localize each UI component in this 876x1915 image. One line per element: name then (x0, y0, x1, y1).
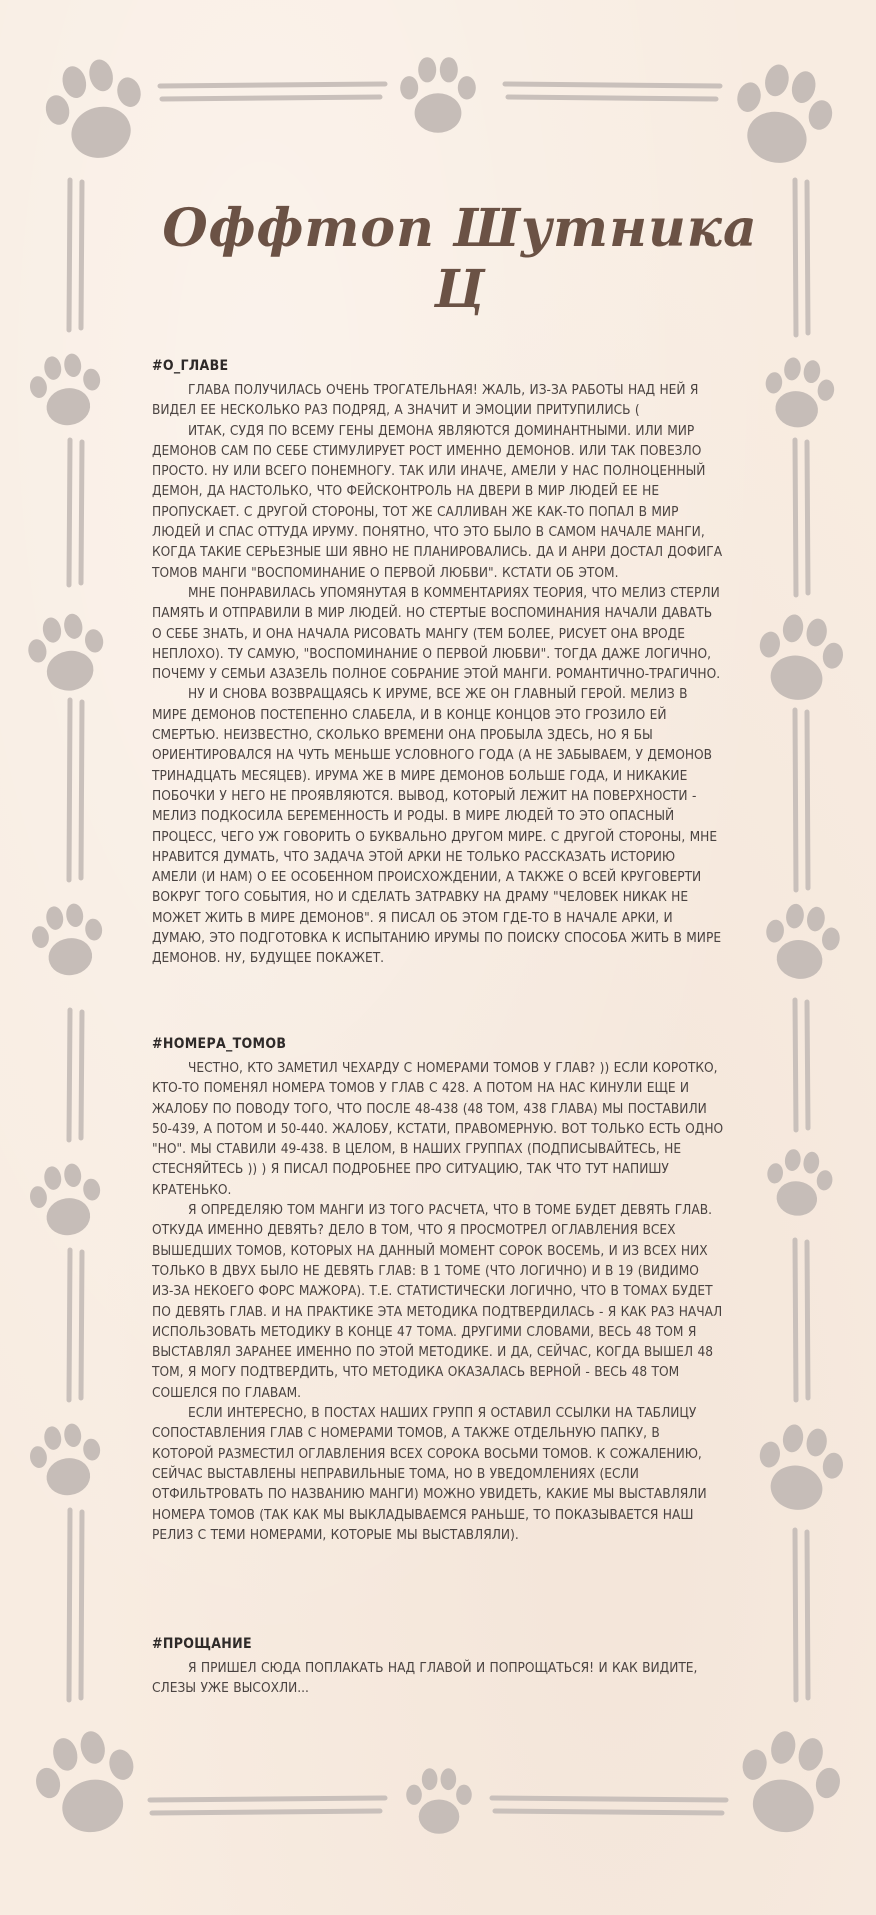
border-line (69, 440, 70, 585)
paw-print-icon (15, 601, 119, 705)
border-line (150, 1798, 385, 1800)
border-line (795, 710, 796, 890)
border-line (807, 712, 808, 888)
paragraph: Я ПРИШЕЛ СЮДА ПОПЛАКАТЬ НАД ГЛАВОЙ И ПОПРОЩАТЬСЯ! И КАК ВИДИТЕ, СЛЕЗЫ УЖЕ ВЫСОХЛИ... (152, 1660, 698, 1697)
border-line (69, 180, 70, 330)
paw-print-icon (742, 1410, 858, 1526)
paw-print-icon (400, 1762, 478, 1840)
border-line (152, 1811, 380, 1813)
section-farewell (152, 1636, 724, 1699)
paragraph: МНЕ ПОНРАВИЛАСЬ УПОМЯНУТАЯ В КОММЕНТАРИЯХ ТЕОРИЯ, ЧТО МЕЛИЗ СТЕРЛИ ПАМЯТЬ И ОТПРАВИЛИ В МИР ЛЮДЕЙ. НО СТЕРТЫЕ ВОСПОМИНАНИЯ НАЧАЛИ ДАВАТЬ О СЕБЕ ЗНАТЬ, И ОНА НАЧАЛА РИСОВАТЬ МАНГУ (ТЕМ БОЛЕЕ, РИСУЕТ ОНА ВРОДЕ НЕПЛОХО). ТУ САМУЮ, "ВОСПОМИНАНИЕ О ПЕРВОЙ ЛЮБВИ". ТОГДА ДАЖЕ ЛОГИЧНО, ПОЧЕМУ У СЕМЬИ АЗАЗЕЛЬ ПОЛНОЕ СОБРАНИЕ ЭТОЙ МАНГИ. РОМАНТИЧНО-ТРАГИЧНО. (152, 584, 721, 683)
paw-print-icon (742, 600, 858, 716)
border-line (162, 97, 380, 99)
paw-print-icon (19, 1153, 114, 1248)
border-line (492, 1798, 726, 1800)
paw-print-icon (752, 892, 851, 991)
border-line (69, 1510, 70, 1700)
paragraph: ЕСЛИ ИНТЕРЕСНО, В ПОСТАХ НАШИХ ГРУПП Я ОСТАВИЛ ССЫЛКИ НА ТАБЛИЦУ СОПОСТАВЛЕНИЯ ГЛАВ С НОМЕРАМИ ТОМОВ, А ТАКЖЕ ОТДЕЛЬНУЮ ПАПКУ, В КОТОРОЙ РАЗМЕСТИЛ ОГЛАВЛЕНИЯ ВСЕХ СОРОКА ВОСЬМИ ТОМОВ. К СОЖАЛЕНИЮ, СЕЙЧАС ВЫСТАВЛЕНЫ НЕПРАВИЛЬНЫЕ ТОМА, НО В УВЕДОМЛЕНИЯХ (ЕСЛИ ОТФИЛЬТРОВАТЬ ПО НАЗВАНИЮ МАНГИ) МОЖНО УВИДЕТЬ, КАКИЕ МЫ ВЫСТАВЛЯЛИ НОМЕРА ТОМОВ (ТАК КАК МЫ ВЫКЛАДЫВАЕМСЯ РАНЬШЕ, ТО ПОКАЗЫВАЕТСЯ НАШ РЕЛИЗ С ТЕМИ НОМЕРАМИ, КОТОРЫЕ МЫ ВЫСТАВЛЯЛИ). (152, 1405, 707, 1543)
paw-print-icon (21, 893, 116, 988)
section-volume-numbers (152, 1036, 724, 1545)
border-line (508, 97, 716, 99)
border-line (81, 1512, 82, 1698)
paragraph: ЧЕСТНО, КТО ЗАМЕТИЛ ЧЕХАРДУ С НОМЕРАМИ ТОМОВ У ГЛАВ? )) ЕСЛИ КОРОТКО, КТО-ТО ПОМЕНЯЛ НОМЕРА ТОМОВ У ГЛАВ С 428. А ПОТОМ НА НАС КИНУЛИ ЕЩЕ И ЖАЛОБУ ПО ПОВОДУ ТОГО, ЧТО ПОСЛЕ 48-438 (48 ТОМ, 438 ГЛАВА) МЫ ПОСТАВИЛИ 50-439, А ПОТОМ И 50-440. ЖАЛОБУ, КСТАТИ, ПРАВОМЕРНУЮ. ВОТ ТОЛЬКО ЕСТЬ ОДНО "НО". МЫ СТАВИЛИ 49-438. В ЦЕЛОМ, В НАШИХ ГРУППАХ (ПОДПИСЫВАЙТЕСЬ, НЕ СТЕСНЯЙТЕСЬ )) ) Я ПИСАЛ ПОДРОБНЕЕ ПРО СИТУАЦИЮ, ТАК ЧТО ТУТ НАПИШУ КРАТЕНЬКО. (152, 1060, 724, 1198)
page-title: Оффтоп Шутника Ц (162, 198, 758, 320)
paw-print-icon (753, 347, 846, 440)
paragraph: Я ОПРЕДЕЛЯЮ ТОМ МАНГИ ИЗ ТОГО РАСЧЕТА, ЧТО В ТОМЕ БУДЕТ ДЕВЯТЬ ГЛАВ. ОТКУДА ИМЕННО ДЕВЯТЬ? ДЕЛО В ТОМ, ЧТО Я ПРОСМОТРЕЛ ОГЛАВЛЕНИЯ ВСЕХ ВЫШЕДШИХ ТОМОВ, КОТОРЫХ НА ДАННЫЙ МОМЕНТ СОРОК ВОСЕМЬ, И ИЗ ВСЕХ НИХ ТОЛЬКО В ДВУХ БЫЛО НЕ ДЕВЯТЬ ГЛАВ: В 1 ТОМЕ (ЧТО ЛОГИЧНО) И В 19 (ВИДИМО ИЗ-ЗА НЕКОЕГО ФОРС МАЖОРА). Т.Е. СТАТИСТИЧЕСКИ ЛОГИЧНО, ЧТО В ТОМАХ БУДЕТ ПО ДЕВЯТЬ ГЛАВ. И НА ПРАКТИКЕ ЭТА МЕТОДИКА ПОДТВЕРДИЛАСЬ - Я КАК РАЗ НАЧАЛ ИСПОЛЬЗОВАТЬ МЕТОДИКУ В КОНЦЕ 47 ТОМА. ДРУГИМИ СЛОВАМИ, ВЕСЬ 48 ТОМ Я ВЫСТАВЛЯЛ ЗАРАНЕЕ ИМЕННО ПО ЭТОЙ МЕТОДИКЕ. И ДА, СЕЙЧАС, КОГДА ВЫШЕЛ 48 ТОМ, Я МОГУ ПОДТВЕРДИТЬ, ЧТО МЕТОДИКА ОКАЗАЛАСЬ ВЕРНОЙ - ВЕСЬ 48 ТОМ СОШЕЛСЯ ПО ГЛАВАМ. (152, 1202, 723, 1401)
border-line (807, 442, 808, 593)
border-line (81, 442, 82, 583)
paw-print-icon (19, 343, 114, 438)
border-line (495, 1811, 722, 1813)
border-line (81, 182, 82, 328)
paragraph: ИТАК, СУДЯ ПО ВСЕМУ ГЕНЫ ДЕМОНА ЯВЛЯЮТСЯ ДОМИНАНТНЫМИ. ИЛИ МИР ДЕМОНОВ САМ ПО СЕБЕ СТИМУЛИРУЕТ РОСТ ИМЕННО ДЕМОНОВ. ИЛИ ТАК ПОВЕЗЛО ПРОСТО. НУ ИЛИ ВСЕГО ПОНЕМНОГУ. ТАК ИЛИ ИНАЧЕ, АМЕЛИ У НАС ПОЛНОЦЕННЫЙ ДЕМОН, ДА НАСТОЛЬКО, ЧТО ФЕЙСКОНТРОЛЬ НА ДВЕРИ В МИР ЛЮДЕЙ ЕЕ НЕ ПРОПУСКАЕТ. С ДРУГОЙ СТОРОНЫ, ТОТ ЖЕ САЛЛИВАН ЖЕ КАК-ТО ПОПАЛ В МИР ЛЮДЕЙ И СПАС ОТТУДА ИРУМУ. ПОНЯТНО, ЧТО ЭТО БЫЛО В САМОМ НАЧАЛЕ МАНГИ, КОГДА ТАКИЕ СЕРЬЕЗНЫЕ ШИ ЯВНО НЕ ПЛАНИРОВАЛИСЬ. ДА И АНРИ ДОСТАЛ ДОФИГА ТОМОВ МАНГИ "ВОСПОМИНАНИЕ О ПЕРВОЙ ЛЮБВИ". КСТАТИ ОБ ЭТОМ. (152, 422, 723, 581)
border-line (807, 1532, 808, 1698)
section-tag: #НОМЕРА_ТОМОВ (152, 1036, 287, 1052)
border-line (81, 1252, 82, 1398)
border-line (795, 1000, 796, 1130)
paw-print-icon (755, 1139, 843, 1227)
border-line (69, 1010, 70, 1140)
section-tag: #ПРОЩАНИЕ (152, 1636, 252, 1652)
paw-print-icon (19, 1413, 114, 1508)
border-line (69, 700, 70, 880)
border-line (795, 1240, 796, 1400)
paw-print-icon (393, 50, 483, 140)
border-line (81, 702, 82, 878)
border-line (807, 1242, 808, 1398)
paragraph: ГЛАВА ПОЛУЧИЛАСЬ ОЧЕНЬ ТРОГАТЕЛЬНАЯ! ЖАЛЬ, ИЗ-ЗА РАБОТЫ НАД НЕЙ Я ВИДЕЛ ЕЕ НЕСКОЛЬКО РАЗ ПОДРЯД, А ЗНАЧИТ И ЭМОЦИИ ПРИТУПИЛИСЬ ( (152, 382, 699, 419)
border-line (69, 1250, 70, 1400)
border-line (795, 1530, 796, 1700)
border-line (795, 180, 796, 335)
border-line (795, 440, 796, 595)
border-line (160, 84, 385, 86)
border-line (505, 84, 720, 86)
border-line (807, 1002, 808, 1128)
paragraph: НУ И СНОВА ВОЗВРАЩАЯСЬ К ИРУМЕ, ВСЕ ЖЕ ОН ГЛАВНЫЙ ГЕРОЙ. МЕЛИЗ В МИРЕ ДЕМОНОВ ПОСТЕПЕННО СЛАБЕЛА, И В КОНЦЕ КОНЦОВ ЭТО ГРОЗИЛО ЕЙ СМЕРТЬЮ. НЕИЗВЕСТНО, СКОЛЬКО ВРЕМЕНИ ОНА ПРОБЫЛА ЗДЕСЬ, НО Я БЫ ОРИЕНТИРОВАЛСЯ НА ЧУТЬ МЕНЬШЕ УСЛОВНОГО ГОДА (А НЕ ЗАБЫВАЕМ, У ДЕМОНОВ ТРИНАДЦАТЬ МЕСЯЦЕВ). ИРУМА ЖЕ В МИРЕ ДЕМОНОВ БОЛЬШЕ ГОДА, И НИКАКИЕ ПОБОЧКИ У НЕГО НЕ ПРОЯВЛЯЮТСЯ. ВЫВОД, КОТОРЫЙ ЛЕЖИТ НА ПОВЕРХНОСТИ - МЕЛИЗ ПОДКОСИЛА БЕРЕМЕННОСТЬ И РОДЫ. В МИРЕ ЛЮДЕЙ ТО ЭТО ОПАСНЫЙ ПРОЦЕСС, ЧЕГО УЖ ГОВОРИТЬ О БУКВАЛЬНО ДРУГОМ МИРЕ. С ДРУГОЙ СТОРОНЫ, МНЕ НРАВИТСЯ ДУМАТЬ, ЧТО ЗАДАЧА ЭТОЙ АРКИ НЕ ТОЛЬКО РАССКАЗАТЬ ИСТОРИЮ АМЕЛИ (И НАМ) О ЕЕ ОСОБЕННОМ ПРОИСХОЖДЕНИИ, А ТАКЖЕ О ВСЕЙ КРУГОВЕРТИ ВОКРУГ ТОГО СОБЫТИЯ, НО И СДЕЛАТЬ ЗАТРАВКУ НА ДРАМУ "ЧЕЛОВЕК НИКАК НЕ МОЖЕТ ЖИТЬ В МИРЕ ДЕМОНОВ". Я ПИСАЛ ОБ ЭТОМ ГДЕ-ТО В НАЧАЛЕ АРКИ, И ДУМАЮ, ЭТО ПОДГОТОВКА К ИСПЫТАНИЮ ИРУМЫ ПО ПОИСКУ СПОСОБА ЖИТЬ В МИРЕ ДЕМОНОВ. НУ, БУДУЩЕЕ ПОКАЖЕТ. (152, 686, 722, 967)
border-line (807, 182, 808, 333)
section-about-chapter (152, 358, 724, 969)
border-line (81, 1012, 82, 1138)
section-tag: #О_ГЛАВЕ (152, 358, 229, 374)
